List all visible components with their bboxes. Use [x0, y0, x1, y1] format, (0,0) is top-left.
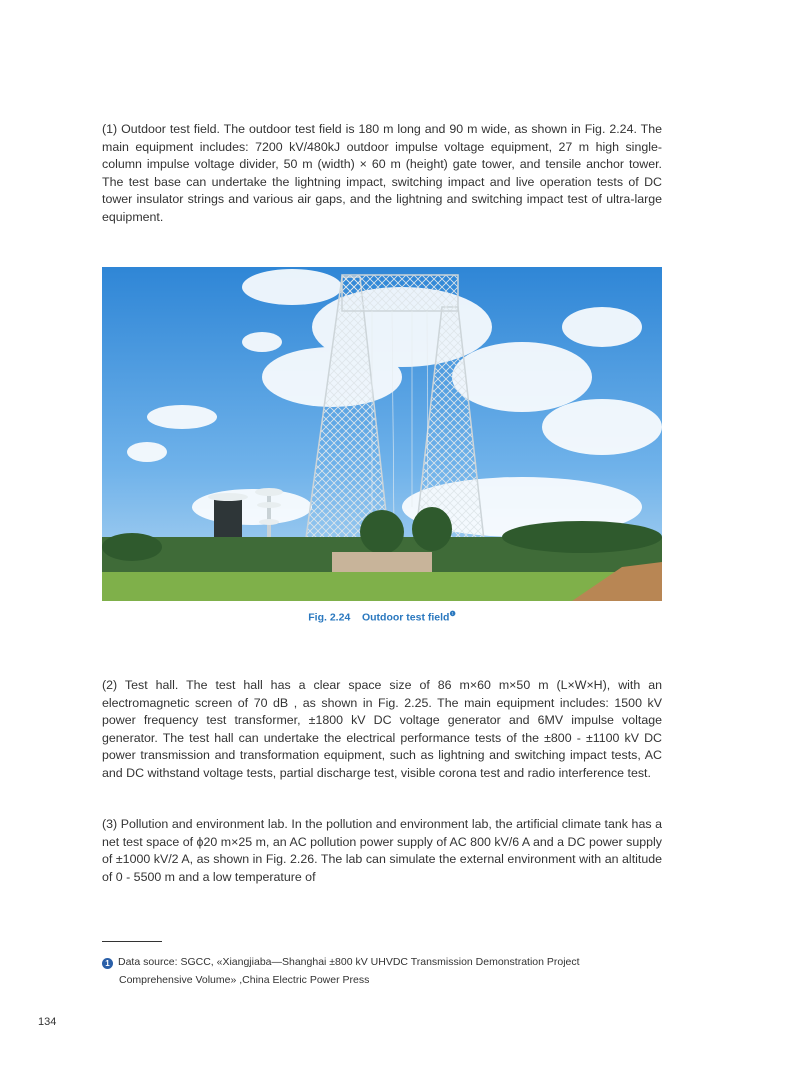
paragraph-test-hall: (2) Test hall. The test hall has a clear space size of 86 m×60 m×50 m (L×W×H), with an electromagnetic screen of 70 dB , as shown in Fig. 2.25. The main equipment includes: 1500 kV power frequency test transformer, ±1800 kV DC voltage generator and 6MV impulse voltage generator. The test hall can undertake the electrical performance tests of the ±800 - ±1100 kV DC power transmission and transformation equipment, such as lightning and switching impact tests, AC and DC withstand voltage tests, partial discharge test, visible corona test and radio interference test.: [102, 678, 662, 780]
footnote-line-1: Data source: SGCC, «Xiangjiaba—Shanghai ±800 kV UHVDC Transmission Demonstration Project: [118, 956, 580, 968]
figure-caption: [102, 610, 662, 624]
footnote: [102, 953, 662, 989]
footnote-line-2: Comprehensive Volume» ,China Electric Power Press: [119, 974, 370, 986]
footnote-divider: [102, 941, 162, 942]
paragraph-outdoor-test-field: (1) Outdoor test field. The outdoor test field is 180 m long and 90 m wide, as shown in Fig. 2.24. The main equipment includes: 7200 kV/480kJ outdoor impulse voltage equipment, 27 m high single-column impulse voltage divider, 50 m (width) × 60 m (height) gate tower, and tensile anchor tower. The test base can undertake the lightning impact, switching impact and live operation tests of DC tower insulator strings and various air gaps, and the lightning and switching impact test of ultra-large equipment.: [102, 122, 662, 224]
caption-text: Fig. 2.24 Outdoor test field: [308, 611, 450, 624]
footnote-reference[interactable]: ❶: [449, 611, 456, 618]
footnote-marker: 1: [102, 958, 113, 969]
outdoor-test-field-photo: [102, 267, 662, 601]
page-number: 134: [38, 1016, 57, 1028]
paragraph-pollution-lab: (3) Pollution and environment lab. In the pollution and environment lab, the artificial climate tank has a net test space of ϕ20 m×25 m, an AC pollution power supply of AC 800 kV/6 A and a DC power supply of ±1000 kV/2 A, as shown in Fig. 2.26. The lab can simulate the external environment with an altitude of 0 - 5500 m and a low temperature of: [102, 817, 662, 884]
